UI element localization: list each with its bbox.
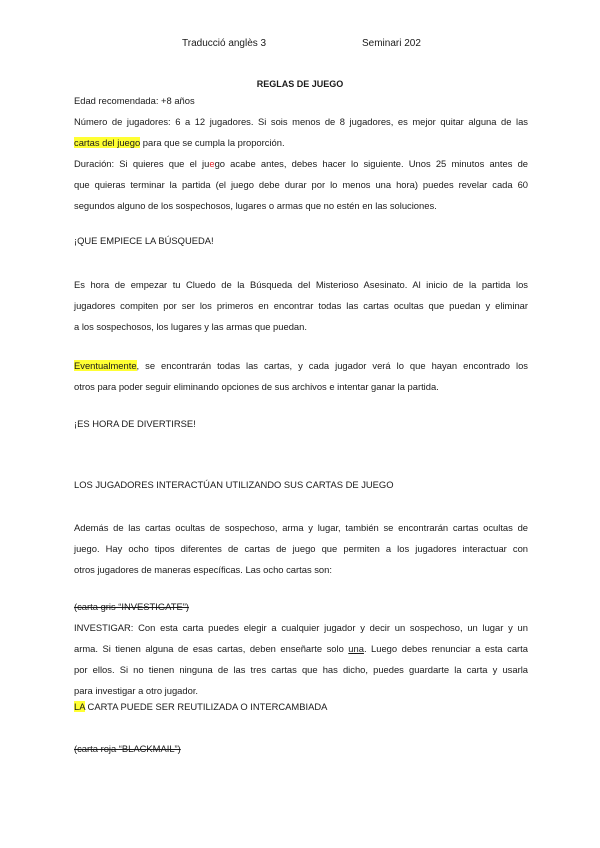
age-line: Edad recomendada: +8 años bbox=[74, 95, 195, 106]
red-letter: e bbox=[209, 158, 215, 169]
underlined-una: una bbox=[348, 643, 364, 654]
card-red-blackmail-strikethrough: (carta roja “BLACKMAIL”) bbox=[74, 743, 181, 754]
section-heading-busqueda: ¡QUE EMPIECE LA BÚSQUEDA! bbox=[74, 235, 214, 246]
investigar-paragraph: INVESTIGAR: Con esta carta puedes elegir a cualquier jugador y decir un sospechoso, un lugar y un arma. Si tienen alguna de esas cartas, deben enseñarte solo una. Luego debes renunciar a esta carta por ellos. Si no tienen ninguna de las tres cartas que has dicho, puedes guardarte la carta y usarla para investigar a otro jugador. bbox=[74, 622, 528, 696]
eventually-paragraph: Eventualmente, se encontrarán todas las cartas, y cada jugador verá lo que hayan encontrado los otros para poder seguir eliminando opciones de sus archivos e intentar ganar la partida. bbox=[74, 360, 528, 392]
page-title: REGLAS DE JUEGO bbox=[256, 79, 344, 89]
highlight-la: LA bbox=[74, 701, 85, 712]
header-course: Traducció anglès 3 bbox=[182, 38, 267, 49]
players-paragraph: Número de jugadores: 6 a 12 jugadores. Si sois menos de 8 jugadores, es mejor quitar alguna de las cartas del juego para que se cumpla la proporción. bbox=[74, 116, 528, 148]
reuse-line: LA CARTA PUEDE SER REUTILIZADA O INTERCAMBIADA bbox=[74, 701, 328, 712]
card-gray-investigate-strikethrough: (carta gris “INVESTIGATE”) bbox=[74, 601, 189, 612]
cards-paragraph: Además de las cartas ocultas de sospechoso, arma y lugar, también se encontrarán cartas ocultas de juego. Hay ocho tipos diferentes de cartas de juego que permiten a los jugadores interactuar con otros jugadores de maneras específicas. Las ocho cartas son: bbox=[74, 522, 528, 575]
duration-paragraph: Duración: Si quieres que el juego acabe antes, debes hacer lo siguiente. Unos 25 minutos antes de que quieras terminar la partida (el juego debe durar por lo menos una hora) puedes revelar cada 60 segundos alguno de los sospechosos, lugares o armas que no estén en las soluciones. bbox=[74, 158, 529, 211]
highlight-eventualmente: Eventualmente bbox=[74, 360, 137, 371]
intro-paragraph: Es hora de empezar tu Cluedo de la Búsqueda del Misterioso Asesinato. Al inicio de la partida los jugadores compiten por ser los primeros en encontrar todas las cartas ocultas que puedan y eliminar a los sospechosos, los lugares y las armas que puedan. bbox=[74, 279, 528, 332]
header-seminar: Seminari 202 bbox=[362, 38, 421, 49]
highlight-cartas-del-juego: cartas del juego bbox=[74, 137, 141, 148]
section-heading-interaction: LOS JUGADORES INTERACTÚAN UTILIZANDO SUS CARTAS DE JUEGO bbox=[74, 479, 394, 490]
section-heading-divertirse: ¡ES HORA DE DIVERTIRSE! bbox=[74, 418, 196, 429]
